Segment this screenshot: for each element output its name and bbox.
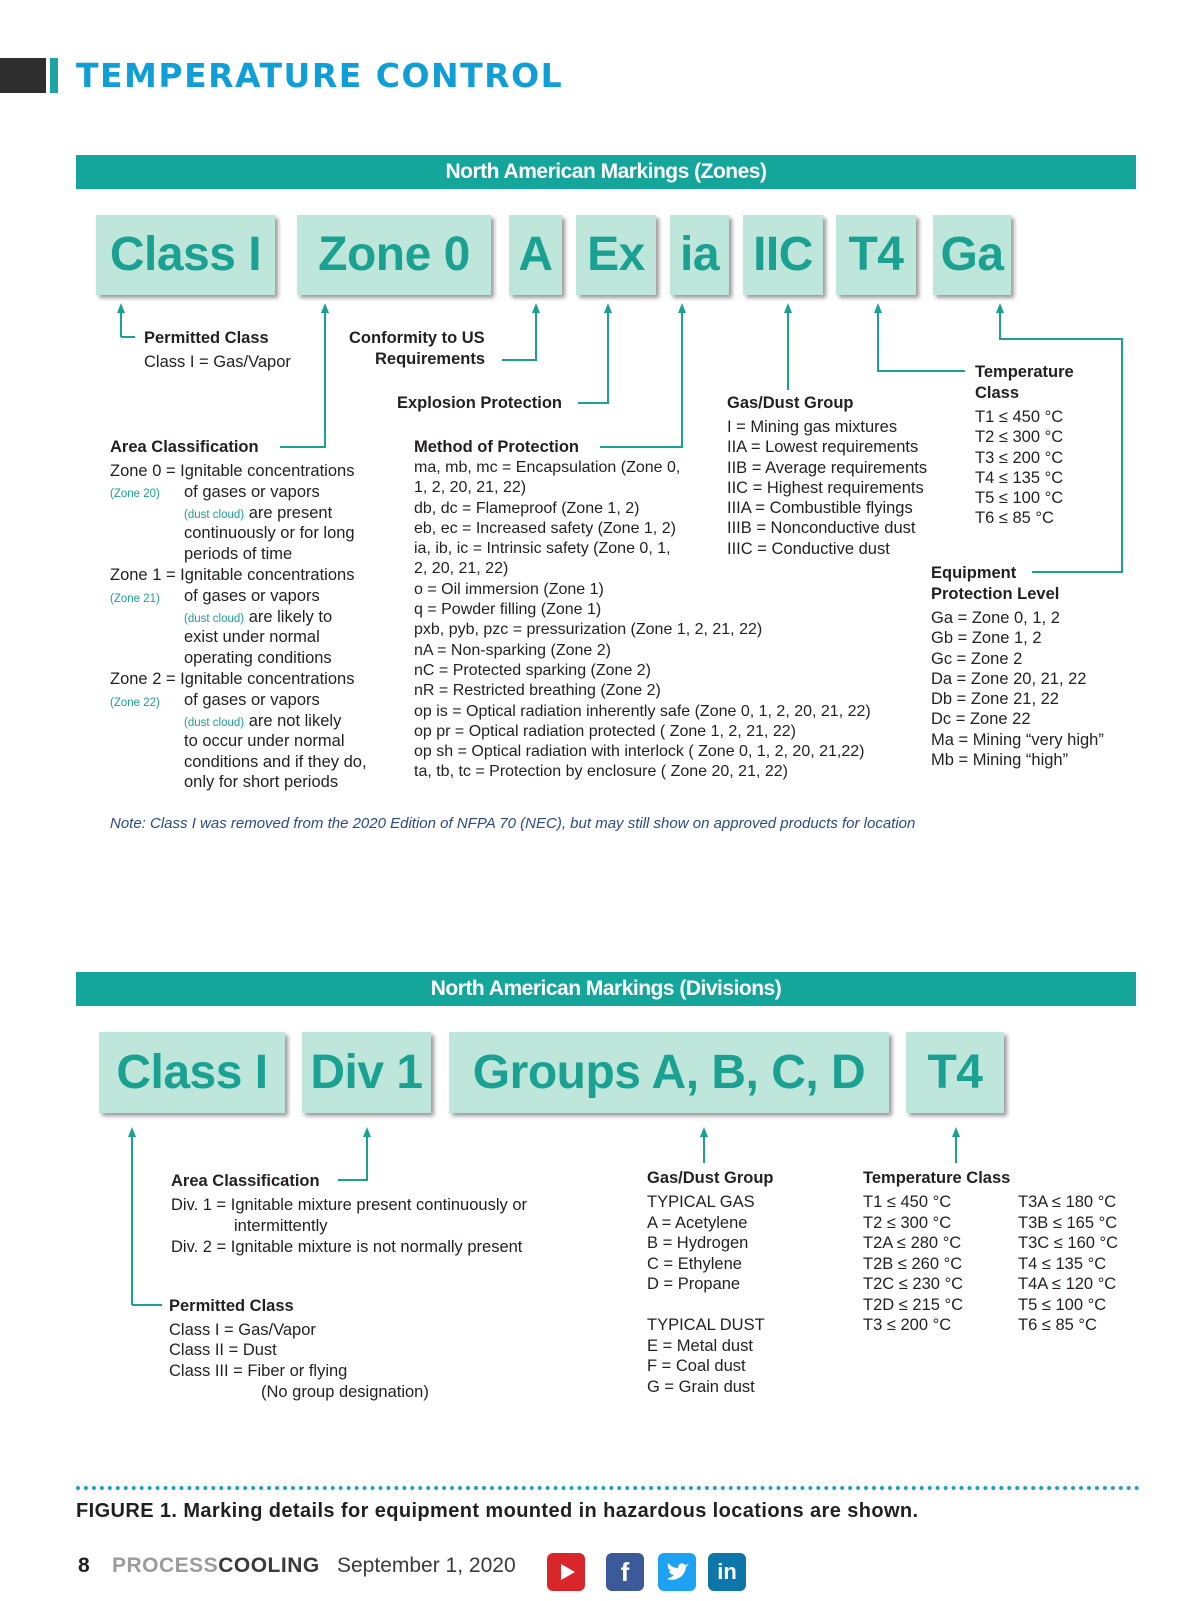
zones-banner: North American Markings (Zones) [76, 155, 1136, 189]
gas-list-item: IIIC = Conductive dust [727, 539, 890, 558]
dust-cloud-tag: (dust cloud) [184, 509, 245, 521]
div-gas-list-item: E = Metal dust [647, 1336, 753, 1355]
brand-logo: PROCESSCOOLING [112, 1554, 320, 1577]
permitted-class-title: Permitted Class [144, 329, 269, 347]
temp-list-item: T1 ≤ 450 °C [975, 408, 1064, 426]
zone22-tag: (Zone 22) [110, 697, 160, 709]
epl-list-item: Db = Zone 21, 22 [931, 690, 1059, 709]
div-gas-list-item: D = Propane [647, 1275, 741, 1293]
epl-list-item: Ga = Zone 0, 1, 2 [931, 609, 1060, 627]
epl-title-1: Equipment [931, 564, 1017, 582]
div-box-div: Div 1 [302, 1032, 431, 1113]
gas-list-item: IIB = Average requirements [727, 458, 928, 477]
method-list-item: op sh = Optical radiation with interlock ( Zone 0, 1, 2, 20, 21,22) [414, 743, 865, 761]
area-line-15: only for short periods [184, 773, 339, 791]
div-area-line-2: Div. 2 = Ignitable mixture is not normally present [171, 1238, 523, 1256]
div-box-t4: T4 [906, 1032, 1004, 1113]
div-permitted-line-1: Class II = Dust [169, 1341, 277, 1359]
div-box-groups: Groups A, B, C, D [449, 1032, 889, 1113]
div-temp-col2-item: T4A ≤ 120 °C [1018, 1275, 1117, 1293]
div-permitted-line-2: Class III = Fiber or flying [169, 1362, 348, 1380]
area-line-13: to occur under normal [184, 732, 345, 750]
div-temp-col1-item: T2D ≤ 215 °C [863, 1295, 964, 1314]
explosion-protection-label: Explosion Protection [397, 394, 563, 412]
area-classification-title: Area Classification [110, 438, 259, 456]
method-list-item: op pr = Optical radiation protected ( Zone 1, 2, 21, 22) [414, 722, 796, 740]
div-area-line-0: Div. 1 = Ignitable mixture present continuously or [171, 1196, 527, 1214]
div-box-class: Class I [99, 1032, 285, 1113]
div-temp-col1-item: T3 ≤ 200 °C [863, 1316, 952, 1334]
youtube-icon[interactable] [547, 1553, 585, 1591]
epl-list-item: Ma = Mining “very high” [931, 730, 1104, 749]
temp-list-item: T4 ≤ 135 °C [975, 468, 1064, 487]
method-list-item: pxb, pyb, pzc = pressurization (Zone 1, 2, 21, 22) [414, 621, 763, 639]
conformity-line2: Requirements [375, 350, 486, 368]
zone21-tag: (Zone 21) [110, 593, 160, 605]
div-gas-list-item: A = Acetylene [647, 1213, 748, 1232]
div-area-line-1: intermittently [234, 1217, 328, 1235]
area-zone2-line: Zone 2 = Ignitable concentrations [110, 670, 355, 688]
temp-list-item: T2 ≤ 300 °C [975, 428, 1064, 447]
area-zone1-line: Zone 1 = Ignitable concentrations [110, 566, 355, 584]
epl-list [931, 608, 1104, 770]
epl-title-2: Protection Level [931, 585, 1060, 603]
div-temp-col1-item: T2C ≤ 230 °C [863, 1275, 964, 1293]
area-line-11: of gases or vapors [184, 691, 320, 709]
epl-list-item: Da = Zone 20, 21, 22 [931, 669, 1087, 688]
div-gas-list-item: TYPICAL DUST [647, 1316, 765, 1334]
div-gas-list-item: C = Ethylene [647, 1254, 742, 1273]
method-list-item: db, dc = Flameproof (Zone 1, 2) [414, 499, 640, 517]
div-permitted-line-3: (No group designation) [261, 1383, 429, 1401]
marking-box-class: Class I [96, 215, 275, 295]
marking-box-ga: Ga [933, 215, 1011, 295]
area-line-3: continuously or for long [184, 524, 355, 542]
div-temp-col2-item: T3C ≤ 160 °C [1018, 1234, 1119, 1252]
div-temp-col1 [863, 1192, 963, 1336]
div-gas-list [647, 1192, 765, 1397]
area-line-12: (dust cloud) are not likely [184, 712, 342, 730]
div-gas-list-item: TYPICAL GAS [647, 1193, 755, 1211]
gas-list-item: IIIB = Nonconductive dust [727, 519, 916, 538]
div-temp-col1-item: T2A ≤ 280 °C [863, 1234, 962, 1252]
area-line-8: exist under normal [184, 628, 320, 646]
area-line-7: (dust cloud) are likely to [184, 608, 333, 626]
temp-class-title-1: Temperature [975, 363, 1074, 381]
div-permitted-title: Permitted Class [169, 1297, 294, 1315]
method-list-item: nC = Protected sparking (Zone 2) [414, 661, 652, 679]
gas-list-item: IIA = Lowest requirements [727, 438, 919, 457]
temp-list-item: T6 ≤ 85 °C [975, 509, 1054, 528]
permitted-class-text: Class I = Gas/Vapor [144, 353, 291, 371]
temp-list-item: T3 ≤ 200 °C [975, 448, 1064, 467]
temp-class-title-2: Class [975, 384, 1020, 402]
epl-list-item: Mb = Mining “high” [931, 751, 1069, 770]
div-temp-col1-item: T2B ≤ 260 °C [863, 1254, 963, 1273]
gas-list-item: IIIA = Combustible flyings [727, 499, 913, 518]
div-gas-title: Gas/Dust Group [647, 1169, 774, 1187]
method-list-item: ma, mb, mc = Encapsulation (Zone 0, [414, 459, 681, 476]
epl-list-item: Gc = Zone 2 [931, 649, 1023, 668]
marking-box-ia: ia [670, 215, 729, 295]
div-gas-list-item [647, 1295, 765, 1316]
div-temp-col2-item: T4 ≤ 135 °C [1018, 1254, 1107, 1273]
area-line-2: (dust cloud) are present [184, 504, 333, 522]
div-temp-col1-item: T1 ≤ 450 °C [863, 1193, 952, 1211]
method-list-item: 1, 2, 20, 21, 22) [414, 479, 527, 497]
facebook-icon[interactable]: f [606, 1553, 644, 1591]
div-temp-col2 [1018, 1192, 1118, 1336]
method-title: Method of Protection [414, 438, 579, 456]
method-list-item: eb, ec = Increased safety (Zone 1, 2) [414, 519, 676, 537]
method-list-item: o = Oil immersion (Zone 1) [414, 580, 604, 598]
marking-box-t4: T4 [836, 215, 916, 295]
method-list-item: 2, 20, 21, 22) [414, 560, 509, 578]
issue-date: September 1, 2020 [337, 1554, 516, 1577]
gas-list-item: I = Mining gas mixtures [727, 418, 898, 436]
div-temp-col2-item: T3A ≤ 180 °C [1018, 1193, 1117, 1211]
div-gas-list-item: B = Hydrogen [647, 1234, 749, 1252]
zone20-tag: (Zone 20) [110, 488, 160, 500]
div-temp-title: Temperature Class [863, 1169, 1011, 1187]
twitter-icon[interactable] [658, 1553, 696, 1591]
divisions-banner: North American Markings (Divisions) [76, 972, 1136, 1006]
area-zone0-line: Zone 0 = Ignitable concentrations [110, 462, 355, 480]
area-line-9: operating conditions [184, 649, 332, 667]
method-list-item: q = Powder filling (Zone 1) [414, 601, 602, 619]
figure-caption: FIGURE 1. Marking details for equipment mounted in hazardous locations are shown. [76, 1500, 919, 1522]
area-line-4: periods of time [184, 545, 293, 563]
div-gas-list-item: F = Coal dust [647, 1357, 746, 1375]
gas-list-item: IIC = Highest requirements [727, 478, 924, 497]
gas-group-list [727, 417, 927, 559]
marking-box-zone: Zone 0 [297, 215, 491, 295]
div-temp-col1-item: T2 ≤ 300 °C [863, 1213, 952, 1232]
area-line-1: of gases or vapors [184, 483, 320, 501]
div-gas-list-item: G = Grain dust [647, 1377, 755, 1396]
area-line-6: of gases or vapors [184, 587, 320, 605]
epl-list-item: Gb = Zone 1, 2 [931, 629, 1042, 648]
marking-box-ex: Ex [576, 215, 656, 295]
div-temp-col2-item: T6 ≤ 85 °C [1018, 1316, 1097, 1334]
marking-box-a: A [509, 215, 562, 295]
linkedin-icon[interactable]: in [708, 1553, 746, 1591]
div-permitted-line-0: Class I = Gas/Vapor [169, 1321, 316, 1339]
method-list-item: nR = Restricted breathing (Zone 2) [414, 682, 661, 700]
div-temp-col2-item: T3B ≤ 165 °C [1018, 1213, 1118, 1232]
temp-list-item: T5 ≤ 100 °C [975, 489, 1064, 508]
method-list-item: nA = Non-sparking (Zone 2) [414, 641, 611, 659]
div-temp-col2-item: T5 ≤ 100 °C [1018, 1295, 1107, 1314]
method-list-item: ta, tb, tc = Protection by enclosure ( Zone 20, 21, 22) [414, 763, 788, 781]
epl-list-item: Dc = Zone 22 [931, 710, 1031, 729]
temp-class-list [975, 407, 1063, 529]
conformity-line1: Conformity to US [349, 329, 485, 347]
method-list-item: ia, ib, ic = Intrinsic safety (Zone 0, 1, [414, 540, 671, 558]
method-list-item: op is = Optical radiation inherently safe (Zone 0, 1, 2, 20, 21, 22) [414, 702, 871, 720]
section-title: TEMPERATURE CONTROL [76, 56, 564, 95]
gas-group-title: Gas/Dust Group [727, 394, 854, 412]
note-text: Note: Class I was removed from the 2020 Edition of NFPA 70 (NEC), but may still show on approved products for location [110, 815, 916, 832]
area-line-14: conditions and if they do, [184, 753, 367, 771]
div-area-title: Area Classification [171, 1172, 320, 1190]
page-number: 8 [78, 1554, 90, 1577]
caption-divider [76, 1486, 1140, 1490]
marking-box-iic: IIC [743, 215, 823, 295]
